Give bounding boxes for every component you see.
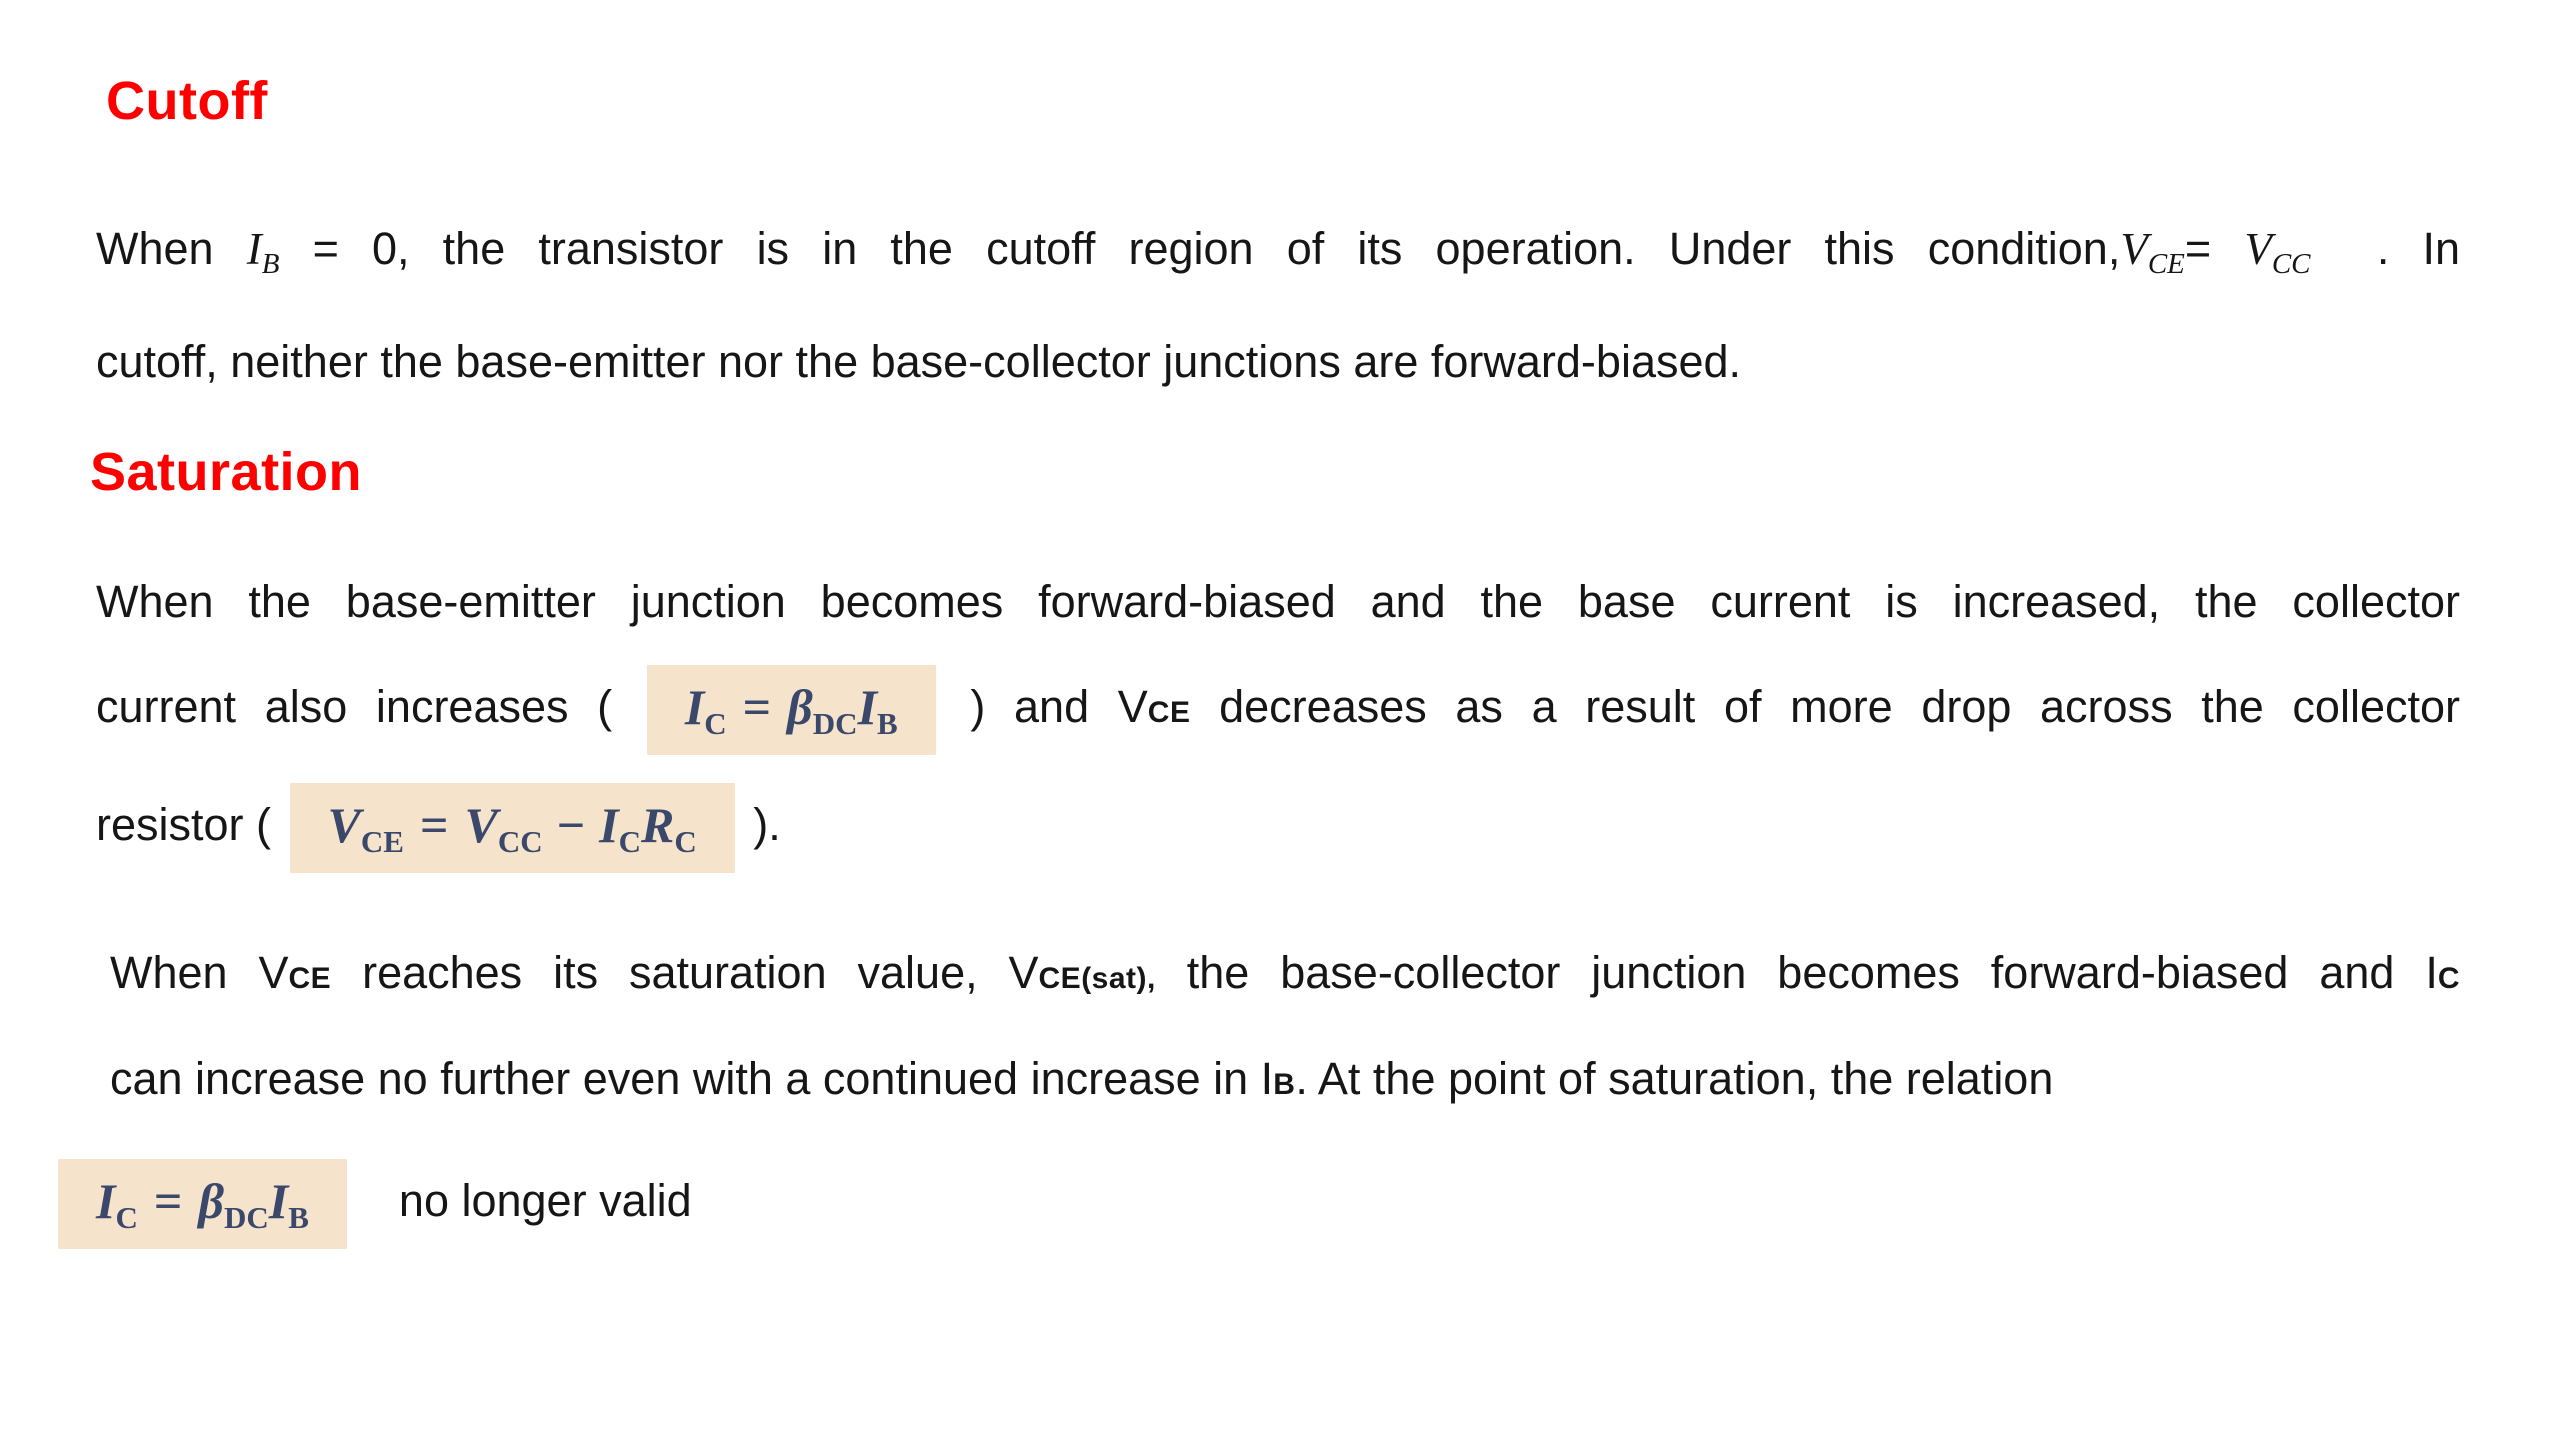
- text-run: =: [2184, 223, 2245, 274]
- smallcap-ce: CE: [288, 962, 332, 995]
- smallcap-ce: CE: [1147, 696, 1191, 729]
- text-run: = 0, the transistor is in the cutoff region of its operation. Under this condition,: [279, 223, 2121, 274]
- cutoff-paragraph: [96, 200, 2460, 411]
- saturation-paragraph-2: [96, 923, 2460, 1257]
- formula-vce-equals-vcc-minus-icrc-highlight: $V_{CE} = V_{CC} - I_CR_C$: [290, 783, 735, 874]
- smallcap-c: C: [2437, 962, 2460, 995]
- math-vce: $V_{CE}$: [2120, 224, 2185, 280]
- cutoff-line-1: [96, 200, 2460, 313]
- text-run: ) and V: [941, 681, 1148, 732]
- saturation-paragraph-1: [96, 553, 2460, 881]
- text-run: . At the point of saturation, the relation: [1295, 1053, 2054, 1104]
- saturation-p2-line-3: [52, 1145, 2460, 1257]
- saturation-p1-line-2: [96, 651, 2460, 769]
- saturation-p2-line-2: [110, 1029, 2460, 1135]
- text-run: decreases as a result of more drop across the collector: [1190, 681, 2461, 732]
- cutoff-line-2: cutoff, neither the base-emitter nor the base-collector junctions are forward-biased.: [96, 336, 1742, 387]
- math-vcc: $V_{CC}$: [2244, 224, 2311, 280]
- text-run: . In: [2310, 223, 2460, 274]
- saturation-p1-line-1: When the base-emitter junction becomes forward-biased and the base current is increased, the collector: [96, 576, 2460, 627]
- text-run: When: [96, 223, 247, 274]
- heading-cutoff: Cutoff: [106, 71, 268, 131]
- smallcap-b: B: [1273, 1068, 1296, 1101]
- formula-ic-equals-beta-ib-highlight: $I_C = \beta_{DC}I_B$: [647, 665, 936, 756]
- text-run: can increase no further even with a continued increase in I: [110, 1053, 1274, 1104]
- math-ib: $I_B$: [246, 224, 280, 280]
- text-run: current also increases (: [96, 681, 641, 732]
- text-run: ).: [740, 799, 781, 850]
- text-run: resistor (: [96, 799, 284, 850]
- smallcap-ce-sat: CE(sat),: [1038, 962, 1156, 995]
- text-no-longer-valid: no longer valid: [398, 1175, 692, 1226]
- text-run: When V: [110, 947, 289, 998]
- saturation-p2-line-1: [110, 923, 2460, 1029]
- text-run: the base-collector junction becomes forward-biased and I: [1155, 947, 2438, 998]
- text-run: reaches its saturation value, V: [331, 947, 1039, 998]
- formula-ic-equals-beta-ib-highlight: $I_C = \beta_{DC}I_B$: [58, 1159, 347, 1250]
- saturation-p1-line-3: [96, 769, 2460, 881]
- heading-saturation: Saturation: [90, 442, 363, 502]
